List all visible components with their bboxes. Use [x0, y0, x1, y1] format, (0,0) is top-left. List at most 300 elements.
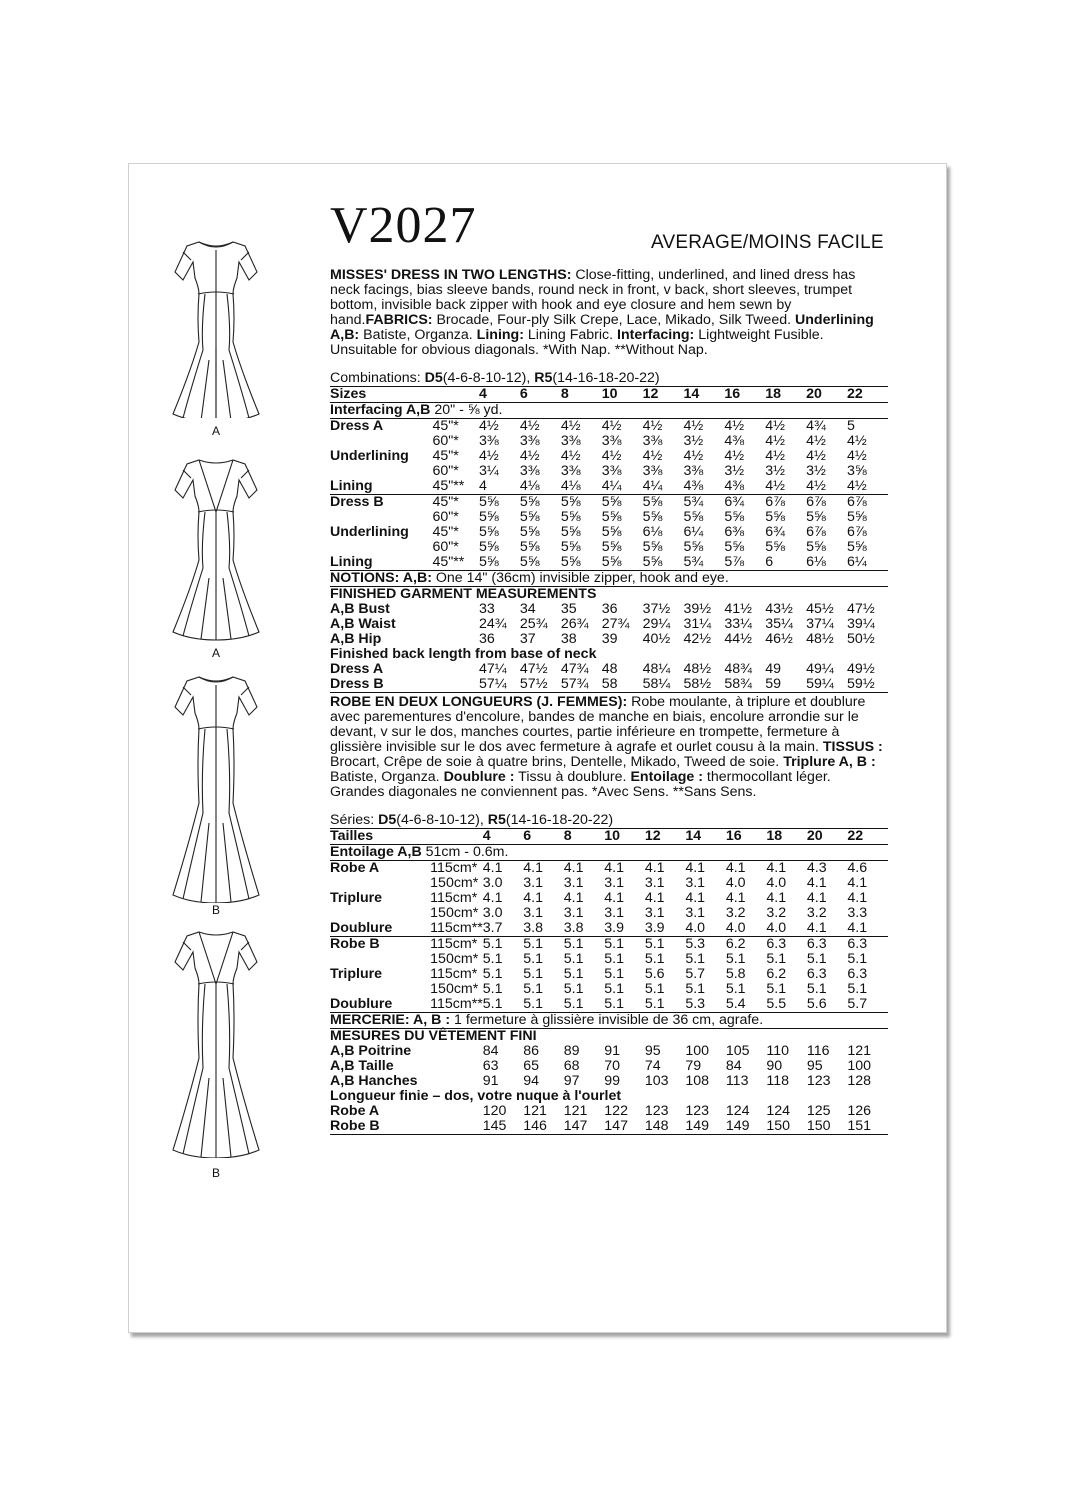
length-value: 47½: [519, 661, 548, 677]
notions-label: MERCERIE: A, B :: [330, 1012, 451, 1028]
length-value: 49¼: [806, 661, 834, 677]
yardage-value: 3½: [724, 463, 745, 479]
measurement-value: 47½: [847, 601, 875, 617]
measurement-value: 42½: [683, 631, 712, 647]
measurements-title: MESURES DU VÊTEMENT FINI: [330, 1028, 537, 1044]
yardage-value: 3½: [806, 463, 826, 479]
length-value: 58½: [683, 677, 724, 693]
fabric-label: Dress A: [330, 419, 432, 435]
yardage-value: 6⅞: [847, 524, 867, 540]
yardage-value: 5.1: [604, 951, 625, 967]
table-row: [330, 632, 888, 647]
measurement-value: 94: [523, 1073, 540, 1089]
yardage-value: 4½: [765, 448, 785, 464]
yardage-value: 5.1: [482, 996, 503, 1012]
length-value: 58¾: [724, 677, 765, 693]
fabric-width: 45"*: [432, 419, 479, 435]
yardage-value: 5⅝: [479, 554, 499, 570]
interfacing-row: [330, 845, 888, 861]
size-range-code: R5: [534, 370, 553, 386]
yardage-value: 3.9: [644, 920, 665, 936]
yardage-value: 5⅝: [765, 509, 785, 525]
notions-row: [330, 571, 888, 587]
view-a-back-drawing: [161, 456, 271, 660]
desc-heading: ROBE EN DEUX LONGUEURS (J. FEMMES):: [330, 694, 628, 710]
size-header: 8: [564, 829, 605, 845]
table-row: [330, 921, 888, 937]
desc-heading: Underlining A,B:: [330, 312, 874, 343]
yardage-value: 4.1: [563, 890, 584, 906]
fabric-label: Robe A: [330, 861, 430, 877]
yardage-value: 6.3: [847, 966, 868, 982]
yardage-value: 4.1: [483, 861, 524, 877]
yardage-value: 3.8: [523, 920, 543, 936]
yardage-value: 4.1: [482, 890, 503, 906]
fabric-label: Dress B: [330, 495, 432, 511]
yardage-value: 3.1: [604, 875, 625, 891]
yardage-value: 3.1: [523, 905, 543, 921]
yardage-value: 4½: [642, 448, 663, 464]
measurement-value: 37½: [642, 601, 671, 617]
yardage-value: 6.3: [806, 966, 827, 982]
yardage-value: 4½: [683, 448, 704, 464]
yardage-value: 6¾: [765, 524, 785, 540]
table-row: [330, 829, 888, 845]
yardage-value: 3⅜: [642, 463, 663, 479]
yardage-value: 5.1: [523, 937, 564, 953]
yardage-value: 5⅝: [643, 495, 684, 511]
measurement-value: 25¾: [519, 616, 548, 632]
yardage-value: 3½: [765, 463, 785, 479]
yardage-value: 5⅝: [847, 509, 867, 525]
yardage-value: 5.1: [563, 951, 584, 967]
fabric-label: Triplure: [330, 966, 383, 982]
yardage-value: 3.1: [644, 905, 665, 921]
size-header: 4: [483, 829, 524, 845]
yardage-value: 4.1: [564, 861, 605, 877]
yardage-value: 5⅝: [519, 539, 540, 555]
yardage-value: 6.3: [807, 937, 848, 953]
measurement-value: 31¼: [683, 616, 712, 632]
yardage-value: 5.1: [766, 981, 787, 997]
fabric-width: 150cm*: [430, 905, 479, 921]
difficulty-level: AVERAGE/MOINS FACILE: [651, 232, 884, 253]
length-value: 151: [847, 1119, 888, 1135]
yardage-value: 4.1: [766, 861, 807, 877]
fabric-label: [330, 906, 430, 921]
combos-label: Combinations:: [330, 370, 425, 386]
length-value: 146: [523, 1119, 564, 1135]
yardage-value: 6⅜: [724, 524, 745, 540]
yardage-value: 5.4: [725, 996, 746, 1012]
yardage-value: 6¼: [847, 554, 867, 570]
measurements-title: FINISHED GARMENT MEASUREMENTS: [330, 586, 597, 602]
measurement-value: 91: [604, 1043, 621, 1059]
yardage-value: 5.5: [766, 996, 787, 1012]
yardage-value: 4¼: [642, 478, 663, 494]
measurement-label: A,B Waist: [330, 616, 396, 632]
size-header: 6: [523, 829, 564, 845]
yardage-value: 4⅛: [560, 478, 581, 494]
measurement-value: 116: [806, 1043, 830, 1059]
notions-text: One 14" (36cm) invisible zipper, hook and eye.: [431, 570, 729, 586]
yardage-value: 5⅝: [847, 539, 867, 555]
length-value: 124: [725, 1103, 750, 1119]
table-row: [330, 647, 888, 662]
yardage-value: 5⅝: [724, 539, 745, 555]
length-value: 149: [726, 1119, 767, 1135]
size-range: (4-6-8-10-12),: [442, 370, 535, 386]
yardage-value: 4.1: [604, 890, 625, 906]
size-header: 20: [807, 829, 848, 845]
yardage-value: 3⅜: [560, 433, 581, 449]
measurement-value: 36: [601, 601, 618, 617]
yardage-value: 3⅜: [642, 433, 663, 449]
measurement-value: 46½: [765, 631, 793, 647]
table-row: [330, 891, 888, 906]
yardage-value: 5⅞: [724, 554, 745, 570]
view-label: B: [211, 903, 220, 917]
yardage-value: 4½: [806, 478, 826, 494]
yardage-value: 5⅝: [683, 509, 704, 525]
yardage-value: 5⅝: [479, 509, 499, 525]
yardage-value: 5.1: [847, 951, 868, 967]
table-row: [330, 479, 888, 495]
yardage-value: 5¾: [683, 554, 704, 570]
measurement-value: 84: [725, 1058, 742, 1074]
measurement-value: 63: [482, 1058, 499, 1074]
table-row: [330, 540, 888, 555]
length-title: Finished back length from base of neck: [330, 646, 597, 662]
size-range-code: D5: [378, 812, 397, 828]
table-row: [330, 861, 888, 877]
desc-text: Brocart, Crêpe de soie à quatre brins, Dentelle, Mikado, Tweed de soie.: [330, 754, 784, 770]
yardage-value: 6⅛: [806, 554, 826, 570]
measurement-value: 35: [560, 601, 577, 617]
desc-heading: TISSUS :: [822, 739, 883, 755]
yardage-value: 5.1: [604, 937, 645, 953]
desc-heading: Lining:: [476, 327, 524, 343]
series-line: [330, 813, 888, 828]
interfacing-value: 51cm - 0.6m.: [425, 844, 509, 860]
yardage-value: 5: [847, 419, 888, 435]
measurement-value: 48½: [806, 631, 834, 647]
measurement-value: 89: [563, 1043, 580, 1059]
yardage-value: 5.1: [766, 951, 787, 967]
yardage-value: 4.1: [523, 890, 543, 906]
yardage-value: 5.1: [482, 981, 503, 997]
length-value: 47¾: [560, 661, 589, 677]
yardage-value: 6.2: [766, 966, 787, 982]
measurement-label: A,B Bust: [330, 601, 390, 617]
size-range: (14-16-18-20-22): [505, 812, 614, 828]
measurement-value: 33: [479, 601, 495, 617]
desc-text: Lining Fabric.: [523, 327, 618, 343]
yardage-value: 4.1: [644, 890, 665, 906]
measurement-value: 121: [847, 1043, 872, 1059]
table-row: [330, 571, 888, 587]
yardage-value: 4.0: [685, 920, 706, 936]
yardage-value: 5.1: [523, 996, 543, 1012]
yardage-value: 5⅝: [560, 554, 581, 570]
size-header: 16: [726, 829, 767, 845]
length-value: 148: [645, 1119, 686, 1135]
yardage-value: 4½: [724, 419, 765, 435]
size-header: 18: [765, 387, 806, 403]
length-value: 126: [847, 1103, 872, 1119]
sizes-label: Sizes: [330, 387, 479, 403]
yardage-value: 4.1: [685, 890, 706, 906]
yardage-value: 4½: [765, 433, 785, 449]
yardage-value: 4¼: [601, 478, 622, 494]
table-row: [330, 997, 888, 1013]
yardage-value: 3.1: [563, 875, 584, 891]
yardage-value: 6⅛: [642, 524, 663, 540]
yardage-value: 4½: [806, 448, 826, 464]
measurement-value: 37¼: [806, 616, 834, 632]
length-value: 48¼: [642, 661, 671, 677]
table-row: [330, 403, 888, 419]
yardage-value: 4½: [643, 419, 684, 435]
length-value: 49½: [847, 661, 875, 677]
measurement-value: 123: [806, 1073, 831, 1089]
yardage-value: 4½: [683, 419, 724, 435]
length-value: 145: [483, 1119, 524, 1135]
measurement-value: 40½: [642, 631, 671, 647]
measurement-value: 41½: [724, 601, 752, 617]
combos-label: Séries:: [330, 812, 379, 828]
yardage-value: 5⅝: [479, 495, 520, 511]
yardage-value: 5⅝: [642, 539, 663, 555]
length-value: 147: [564, 1119, 605, 1135]
yardage-value: 5⅝: [724, 509, 745, 525]
measurement-value: 39½: [683, 601, 712, 617]
table-row: [330, 602, 888, 617]
yardage-value: 4⅜: [724, 433, 745, 449]
desc-heading: Entoilage :: [630, 769, 703, 785]
table-row: [330, 525, 888, 540]
yardage-value: 4½: [561, 419, 602, 435]
yardage-value: 3.9: [604, 920, 625, 936]
yardage-value: 4.1: [766, 890, 787, 906]
length-value: 149: [685, 1119, 726, 1135]
fabric-label: Lining: [330, 554, 373, 570]
table-row: [330, 937, 888, 953]
measurement-value: 105: [725, 1043, 750, 1059]
yardage-value: 3⅜: [560, 463, 581, 479]
yardage-value: 3½: [683, 433, 704, 449]
yardage-value: 4½: [601, 448, 622, 464]
yardage-value: 4¾: [806, 419, 847, 435]
table-row: [330, 845, 888, 861]
table-row: [330, 1059, 888, 1074]
measurement-value: 38: [560, 631, 577, 647]
length-title: Longueur finie – dos, votre nuque à l'ourlet: [330, 1088, 622, 1104]
measurement-value: 86: [523, 1043, 540, 1059]
yardage-value: 3⅜: [601, 433, 622, 449]
yardage-value: 5.1: [604, 981, 625, 997]
size-header: 20: [806, 387, 847, 403]
yardage-value: 5⅝: [765, 539, 785, 555]
length-value: 122: [604, 1103, 628, 1119]
yardage-value: 6⅞: [847, 495, 888, 511]
table-row: [330, 434, 888, 449]
measurement-value: 34: [519, 601, 536, 617]
yardage-value: 5⅝: [601, 539, 622, 555]
length-label: Robe B: [330, 1119, 483, 1135]
pattern-number: V2027: [330, 197, 477, 254]
fabric-width: 115cm*: [430, 890, 478, 906]
table-row: [330, 1104, 888, 1119]
yardage-value: 6⅞: [765, 495, 806, 511]
view-label: A: [211, 424, 220, 438]
yardage-value: 5⅝: [601, 524, 622, 540]
combinations-line: [330, 371, 888, 386]
yardage-value: 4.0: [766, 920, 787, 936]
yardage-value: 5⅝: [519, 524, 540, 540]
measurement-value: 103: [644, 1073, 669, 1089]
yardage-value: 4⅜: [724, 478, 745, 494]
yardage-value: 5.1: [725, 981, 746, 997]
length-value: 121: [523, 1103, 547, 1119]
size-header: 4: [479, 387, 520, 403]
yardage-value: 4½: [765, 478, 785, 494]
measurement-value: 37: [519, 631, 536, 647]
yardage-value: 4.1: [685, 861, 726, 877]
yardage-value: 4.0: [766, 875, 787, 891]
yardage-value: 5.1: [685, 951, 706, 967]
yardage-value: 4½: [479, 448, 499, 464]
length-value: 147: [604, 1119, 645, 1135]
yardage-value: 3⅜: [601, 463, 622, 479]
yardage-value: 4⅜: [683, 478, 704, 494]
yardage-value: 5.1: [604, 996, 625, 1012]
table-row: [330, 495, 888, 511]
measurement-value: 91: [482, 1073, 499, 1089]
measurement-value: 95: [644, 1043, 661, 1059]
yardage-value: 5.7: [847, 996, 868, 1012]
yardage-value: 3.8: [563, 920, 584, 936]
fabric-width: 60"*: [432, 433, 459, 449]
yardage-value: 4⅛: [519, 478, 540, 494]
length-value: 49: [765, 661, 782, 677]
table-row: [330, 464, 888, 479]
yardage-value: 3.2: [766, 905, 787, 921]
yardage-value: 5.1: [644, 981, 665, 997]
desc-text: Batiste, Organza.: [330, 769, 444, 785]
length-value: 57½: [520, 677, 561, 693]
view-label: A: [211, 646, 220, 660]
length-value: 150: [766, 1119, 807, 1135]
view-label: B: [211, 1166, 220, 1180]
yardage-value: 4.1: [847, 920, 868, 936]
fabric-label: Robe B: [330, 937, 430, 953]
table-row: [330, 1013, 888, 1029]
english-description: [330, 268, 888, 358]
length-value: 57¼: [479, 677, 520, 693]
length-value: 58¼: [643, 677, 684, 693]
fabric-label: [330, 876, 430, 891]
yardage-value: 5.7: [685, 966, 706, 982]
fabric-width: 115cm*: [430, 966, 478, 982]
fabric-width: 115cm*: [430, 937, 483, 953]
yardage-value: 5⅝: [560, 539, 581, 555]
yardage-value: 5.1: [806, 981, 827, 997]
measurement-value: 84: [482, 1043, 499, 1059]
yardage-value: 4.1: [523, 861, 564, 877]
table-row: [330, 587, 888, 603]
fabric-label: [330, 540, 432, 555]
yardage-value: 6.2: [726, 937, 767, 953]
yardage-value: 5⅝: [519, 554, 540, 570]
yardage-value: 4½: [806, 433, 826, 449]
notions-row: [330, 1013, 888, 1029]
size-header: 22: [847, 829, 888, 845]
interfacing-value: 20" - ⅝ yd.: [434, 402, 503, 418]
english-yardage-table: [330, 386, 888, 693]
table-row: [330, 876, 888, 891]
size-header: 10: [602, 387, 643, 403]
yardage-value: 5.6: [806, 996, 827, 1012]
yardage-value: 5⅝: [520, 495, 561, 511]
yardage-value: 5.1: [685, 981, 706, 997]
length-value: 123: [685, 1103, 709, 1119]
table-row: [330, 1119, 888, 1135]
yardage-value: 5.6: [644, 966, 665, 982]
yardage-value: 6¼: [683, 524, 704, 540]
yardage-value: 4.6: [847, 861, 888, 877]
measurement-value: 43½: [765, 601, 793, 617]
yardage-value: 3.1: [563, 905, 584, 921]
desc-text: thermocollant léger. Grandes diagonales ne conviennent pas. *Avec Sens. **Sans Sens.: [330, 769, 831, 800]
measurement-value: 65: [523, 1058, 540, 1074]
length-value: 59: [765, 677, 806, 693]
measurement-value: 29¼: [642, 616, 671, 632]
measurement-value: 35¼: [765, 616, 793, 632]
yardage-value: 3.3: [847, 905, 868, 921]
french-yardage-table: [330, 828, 888, 1135]
yardage-value: 5⅝: [601, 509, 622, 525]
size-range: (14-16-18-20-22): [552, 370, 660, 386]
size-header: 6: [520, 387, 561, 403]
french-description: [330, 695, 888, 800]
fabric-width: 115cm**: [430, 920, 483, 936]
yardage-value: 3.7: [482, 920, 503, 936]
yardage-value: 5⅝: [806, 539, 826, 555]
length-value: 150: [807, 1119, 848, 1135]
yardage-value: 5⅝: [561, 495, 602, 511]
size-range-code: D5: [424, 370, 443, 386]
size-header: 8: [561, 387, 602, 403]
size-header: 12: [643, 387, 684, 403]
yardage-value: 4½: [724, 448, 745, 464]
yardage-value: 5.1: [563, 981, 584, 997]
yardage-value: 4½: [520, 419, 561, 435]
yardage-value: 4.1: [645, 861, 686, 877]
fabric-width: 150cm*: [430, 951, 479, 967]
yardage-value: 5⅝: [519, 509, 540, 525]
fabric-width: 115cm*: [430, 861, 483, 877]
yardage-value: 5.1: [482, 951, 503, 967]
yardage-value: 4½: [479, 419, 520, 435]
desc-text: Close-fitting, underlined, and lined dress has neck facings, bias sleeve bands, round neck in front, v back, short sleeves, trumpet bottom, invisible back zipper with hook and eye closure and hem sewn by hand.: [330, 267, 856, 328]
fabric-width: 60"*: [432, 509, 459, 525]
yardage-value: 5.1: [604, 966, 625, 982]
size-range-code: R5: [487, 812, 506, 828]
yardage-value: 4.1: [847, 875, 868, 891]
size-header: 14: [685, 829, 726, 845]
desc-text: Tissu à doublure.: [514, 769, 631, 785]
